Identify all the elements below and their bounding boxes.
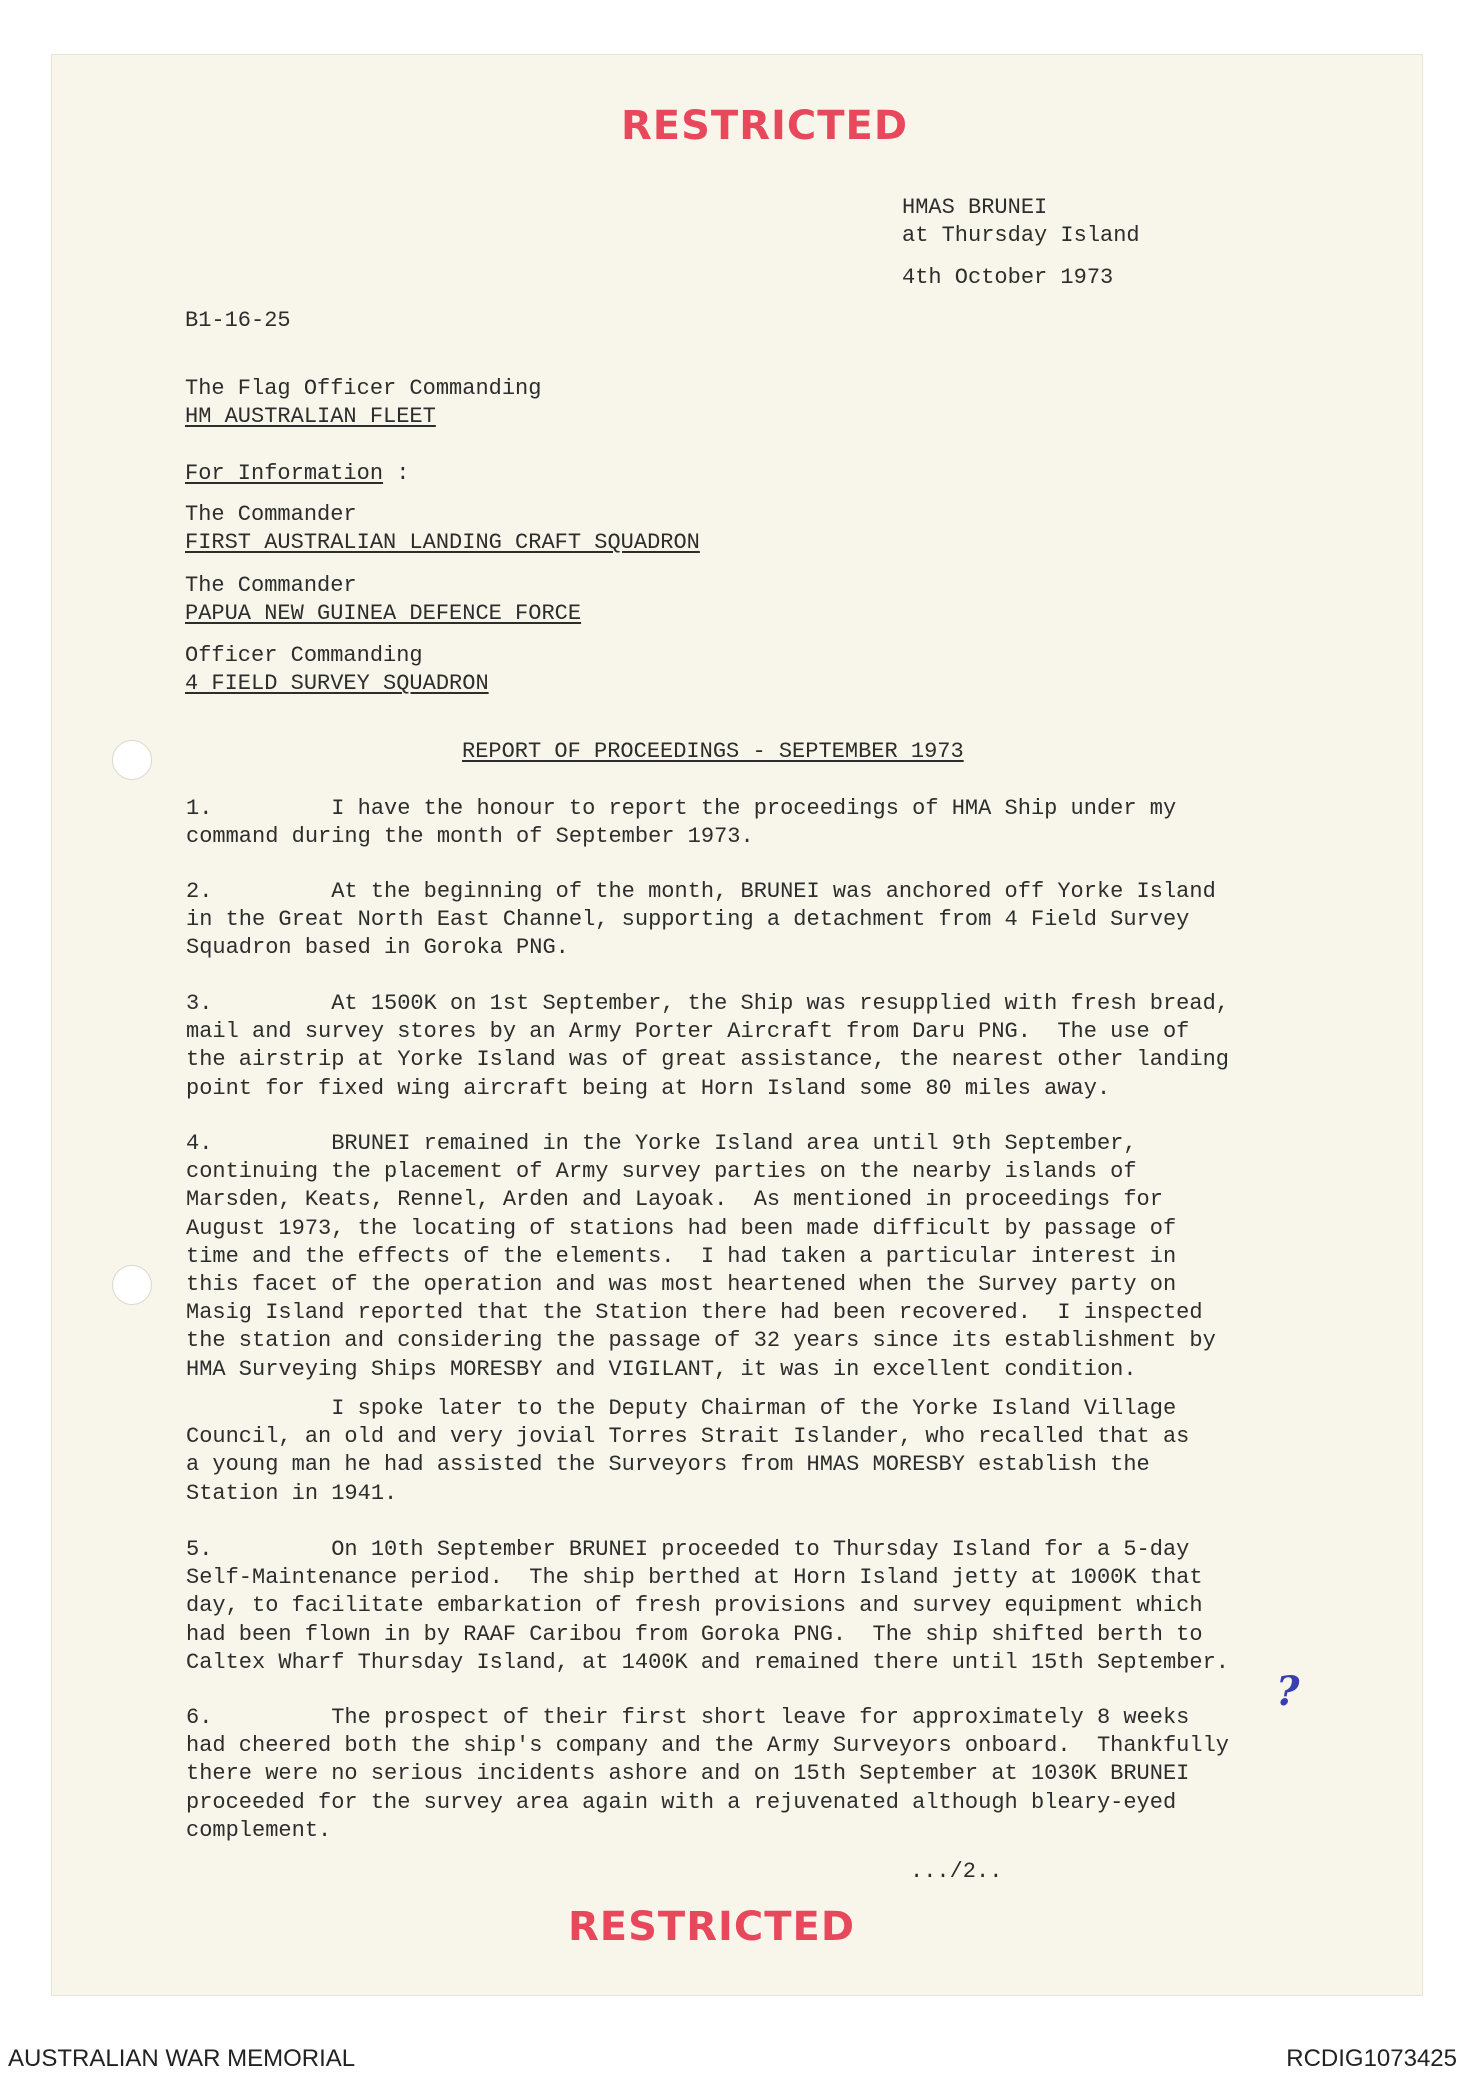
paragraph-2: 2. At the beginning of the month, BRUNEI was anchored off Yorke Island in the Great North East Channel, supporting a detachment from 4 Field Survey Squadron based in Goroka PNG. (186, 879, 1216, 961)
footer-record-id: RCDIG1073425 (1286, 2045, 1457, 2072)
paragraph-1: 1. I have the honour to report the proceedings of HMA Ship under my command during the month of September 1973. (186, 796, 1177, 850)
addressee-title: The Flag Officer Commanding (185, 376, 542, 401)
restricted-stamp-top: RESTRICTED (621, 103, 909, 149)
info-heading (185, 460, 409, 488)
punch-hole-bottom (112, 1265, 152, 1305)
paragraph-5: 5. On 10th September BRUNEI proceeded to Thursday Island for a 5-day Self-Maintenance period. The ship berthed at Horn Island jetty at 1000K that day, to facilitate embarkation of fresh provisions and survey equipment which had been flown in by RAAF Caribou from Goroka PNG. The ship shifted berth to Caltex Wharf Thursday Island, at 1400K and remained there until 15th September. (186, 1537, 1229, 1675)
restricted-stamp-bottom: RESTRICTED (568, 1904, 856, 1950)
ship-location: at Thursday Island (902, 223, 1140, 248)
info1-title: The Commander (185, 502, 357, 527)
paragraph-4-continued: I spoke later to the Deputy Chairman of the Yorke Island Village Council, an old and very jovial Torres Strait Islander, who recalled that as a young man he had assisted the Surveyors from HMAS MORESBY establish the Station in 1941. (186, 1396, 1190, 1506)
info-label: For Information (185, 461, 384, 486)
letter-date: 4th October 1973 (902, 265, 1114, 290)
page-continuation: .../2.. (910, 1859, 1003, 1884)
report-title: REPORT OF PROCEEDINGS - SEPTEMBER 1973 (462, 739, 964, 764)
paragraph-3: 3. At 1500K on 1st September, the Ship was resupplied with fresh bread, mail and survey stores by an Army Porter Aircraft from Daru PNG. The use of the airstrip at Yorke Island was of great assistance, the nearest other landing point for fixed wing aircraft being at Horn Island some 80 miles away. (186, 991, 1229, 1101)
info1-unit: FIRST AUSTRALIAN LANDING CRAFT SQUADRON (185, 530, 700, 555)
info3-unit: 4 FIELD SURVEY SQUADRON (185, 671, 489, 696)
file-reference: B1-16-25 (185, 308, 291, 333)
info2-unit: PAPUA NEW GUINEA DEFENCE FORCE (185, 601, 582, 626)
footer-archive-name: AUSTRALIAN WAR MEMORIAL (8, 2045, 356, 2072)
paragraph-6: 6. The prospect of their first short leave for approximately 8 weeks had cheered both the ship's company and the Army Surveyors onboard. Thankfully there were no serious incidents ashore and on 15th September at 1030K BRUNEI proceeded for the survey area again with a rejuvenated although bleary-eyed complement. (186, 1705, 1229, 1843)
handwritten-question-mark: ? (1276, 1668, 1300, 1715)
info3-title: Officer Commanding (185, 643, 423, 668)
paragraph-4: 4. BRUNEI remained in the Yorke Island area until 9th September, continuing the placement of Army survey parties on the nearby islands of Marsden, Keats, Rennel, Arden and Layoak. As mentioned in proceedings for August 1973, the locating of stations had been made difficult by passage of time and the effects of the elements. I had taken a particular interest in this facet of the operation and was most heartened when the Survey party on Masig Island reported that the Station there had been recovered. I inspected the station and considering the passage of 32 years since its establishment by HMA Surveying Ships MORESBY and VIGILANT, it was in excellent condition. (186, 1131, 1216, 1382)
info-colon: : (396, 461, 410, 486)
ship-name: HMAS BRUNEI (902, 195, 1048, 220)
punch-hole-top (112, 740, 152, 780)
info2-title: The Commander (185, 573, 357, 598)
addressee-unit: HM AUSTRALIAN FLEET (185, 404, 436, 429)
